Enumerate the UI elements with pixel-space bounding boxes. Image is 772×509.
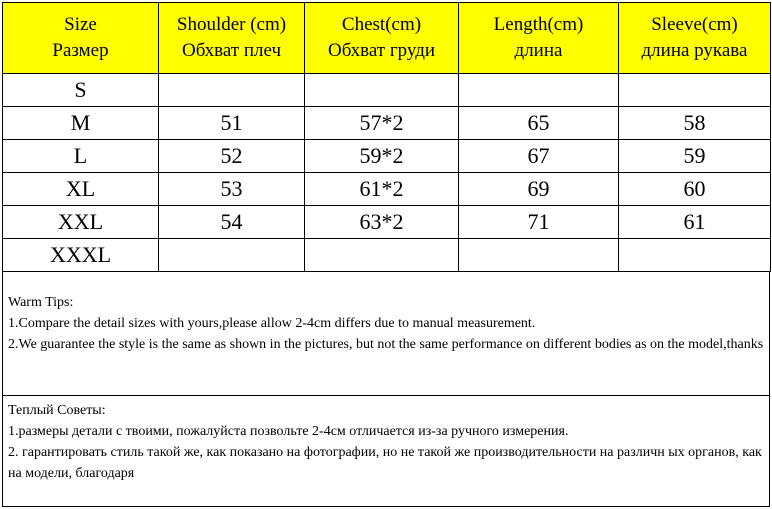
tips-line-2-en: 2.We guarantee the style is the same as shown in the pictures, but not the same performance on different bodies as on the model,thanks bbox=[8, 337, 764, 352]
tips-line-2-ru: 2. гарантировать стиль такой же, как показано на фотографии, но не такой же производительности на различн ых органов, как на модели, благодаря bbox=[8, 445, 762, 481]
length-cell: 69 bbox=[459, 173, 619, 206]
length-cell: 65 bbox=[459, 107, 619, 140]
length-cell bbox=[459, 74, 619, 107]
table-row bbox=[3, 239, 771, 272]
size-cell: L bbox=[3, 140, 159, 173]
chest-cell: 63*2 bbox=[305, 206, 459, 239]
sleeve-cell: 60 bbox=[619, 173, 771, 206]
size-chart-table bbox=[2, 2, 771, 272]
warm-tips-english bbox=[2, 272, 770, 396]
header-shoulder-ru: Обхват плеч bbox=[181, 40, 282, 61]
table-row bbox=[3, 173, 771, 206]
shoulder-cell: 54 bbox=[159, 206, 305, 239]
warm-tips-russian bbox=[2, 396, 770, 507]
length-cell: 71 bbox=[459, 206, 619, 239]
header-length bbox=[459, 3, 619, 74]
header-chest-ru: Обхват груди bbox=[327, 40, 436, 61]
header-sleeve-en: Sleeve(cm) bbox=[651, 14, 738, 35]
header-length-ru: длина bbox=[514, 40, 563, 61]
size-cell: XXXL bbox=[3, 239, 159, 272]
header-sleeve-ru: длина рукава bbox=[641, 40, 748, 61]
length-cell: 67 bbox=[459, 140, 619, 173]
header-row bbox=[3, 3, 771, 74]
chest-cell: 59*2 bbox=[305, 140, 459, 173]
shoulder-cell: 53 bbox=[159, 173, 305, 206]
header-chest bbox=[305, 3, 459, 74]
size-cell: S bbox=[3, 74, 159, 107]
sleeve-cell bbox=[619, 74, 771, 107]
chest-cell bbox=[305, 74, 459, 107]
table-row bbox=[3, 74, 771, 107]
header-sleeve bbox=[619, 3, 771, 74]
sleeve-cell bbox=[619, 239, 771, 272]
shoulder-cell bbox=[159, 74, 305, 107]
sleeve-cell: 61 bbox=[619, 206, 771, 239]
size-cell: XL bbox=[3, 173, 159, 206]
header-shoulder bbox=[159, 3, 305, 74]
header-shoulder-en: Shoulder (cm) bbox=[176, 14, 287, 35]
header-size bbox=[3, 3, 159, 74]
shoulder-cell: 52 bbox=[159, 140, 305, 173]
header-size-ru: Размер bbox=[52, 40, 109, 61]
tips-title-ru: Теплый Советы: bbox=[8, 403, 106, 418]
tips-line-1-en: 1.Compare the detail sizes with yours,please allow 2-4cm differs due to manual measurement. bbox=[8, 316, 536, 331]
tips-line-1-ru: 1.размеры детали с твоими, пожалуйста позвольте 2-4см отличается из-за ручного измерения. bbox=[8, 424, 569, 439]
shoulder-cell: 51 bbox=[159, 107, 305, 140]
sleeve-cell: 59 bbox=[619, 140, 771, 173]
header-chest-en: Chest(cm) bbox=[341, 14, 422, 35]
sleeve-cell: 58 bbox=[619, 107, 771, 140]
size-cell: M bbox=[3, 107, 159, 140]
header-size-en: Size bbox=[64, 14, 97, 35]
chest-cell bbox=[305, 239, 459, 272]
table-row bbox=[3, 107, 771, 140]
chest-cell: 57*2 bbox=[305, 107, 459, 140]
tips-title-en: Warm Tips: bbox=[8, 295, 74, 310]
header-length-en: Length(cm) bbox=[493, 14, 584, 35]
shoulder-cell bbox=[159, 239, 305, 272]
table-row bbox=[3, 140, 771, 173]
chest-cell: 61*2 bbox=[305, 173, 459, 206]
size-cell: XXL bbox=[3, 206, 159, 239]
length-cell bbox=[459, 239, 619, 272]
table-row bbox=[3, 206, 771, 239]
